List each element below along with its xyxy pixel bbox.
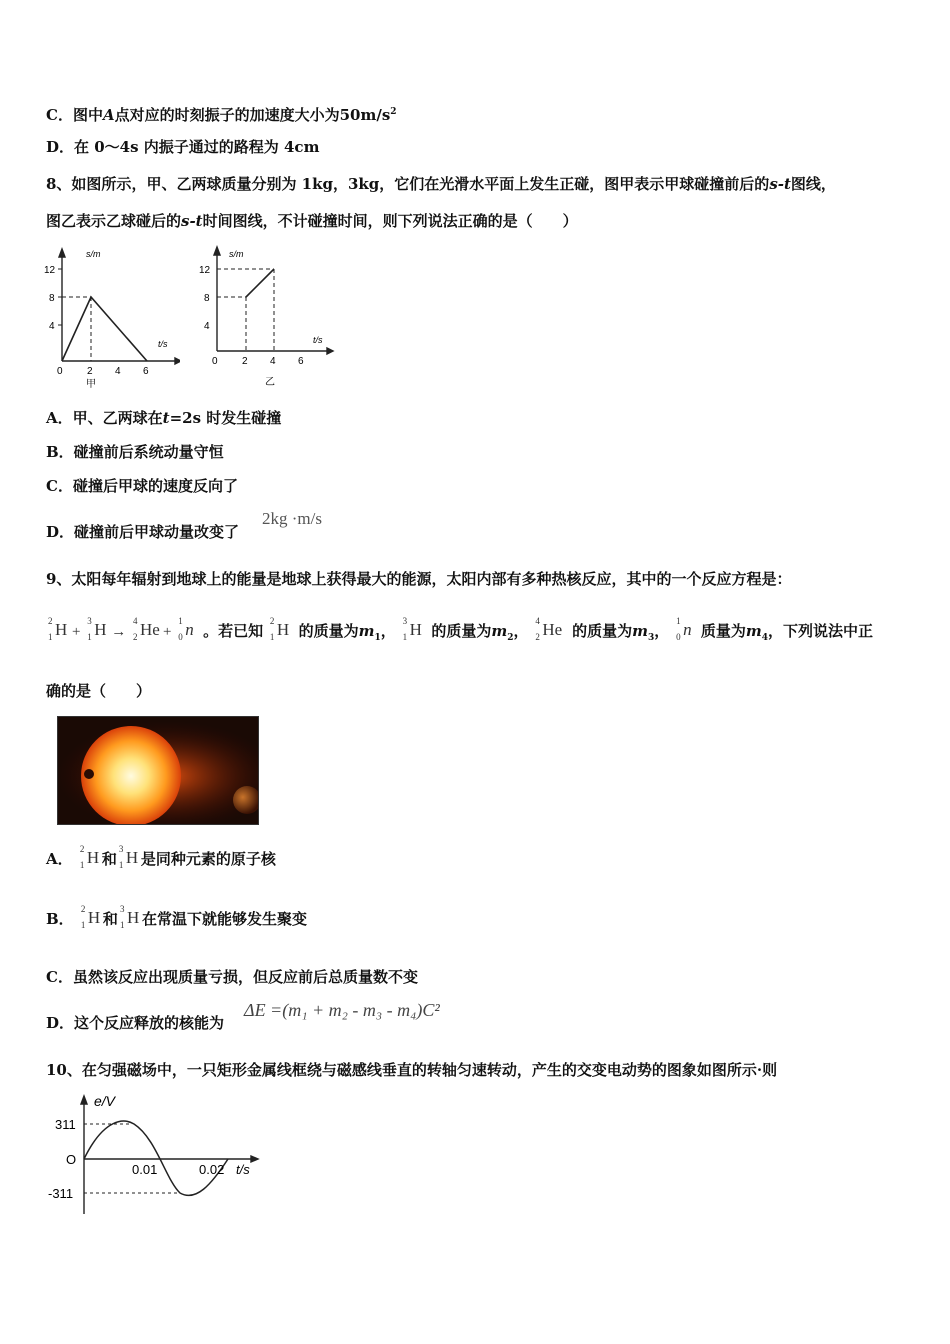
yi-st-line bbox=[246, 269, 274, 297]
jia-ytick-4: 4 bbox=[49, 321, 55, 332]
yi-xtick-4: 4 bbox=[270, 356, 276, 367]
q8-option-d: D．碰撞前后甲球动量改变了 bbox=[46, 523, 240, 541]
graph-yi bbox=[195, 245, 335, 390]
nuclide-h3: 3 1 H bbox=[87, 616, 107, 642]
nuclide-h3-b: 3 1 H bbox=[402, 616, 422, 642]
q9-option-a: A． 2 1 H 和 3 1 H 是同种元素的原子核 bbox=[46, 846, 276, 876]
yi-caption: 乙 bbox=[265, 377, 275, 388]
q8-option-b: B．碰撞前后系统动量守恒 bbox=[46, 443, 224, 461]
q9-option-c: C．虽然该反应出现质量亏损，但反应前后总质量数不变 bbox=[46, 968, 418, 986]
emf-xtick-002: 0.02 bbox=[199, 1162, 225, 1177]
emf-origin: O bbox=[66, 1152, 77, 1167]
q8-option-d-value: 2kg ·m/s bbox=[262, 509, 322, 528]
yi-xtick-0: 0 bbox=[212, 356, 218, 367]
emf-ylabel: e/V bbox=[94, 1093, 116, 1109]
nuclide-h3-b-opt: 3 1 H bbox=[119, 904, 140, 930]
nuclide-h3-a: 3 1 H bbox=[118, 844, 139, 870]
nuclide-h2-a: 2 1 H bbox=[79, 844, 100, 870]
jia-xtick-0: 0 bbox=[57, 366, 63, 377]
q9-equation-line: 2 1 H + 3 1 H → 4 2 He + 1 0 n 。若已知 2 1 H 的质量为$m_1$， 3 1 H 的质量为$m_2$， 4 2 He 的质量为$m_3$， 1 0 n 质量为$m_4$，下列说法中正 bbox=[46, 618, 873, 654]
q10-stem: 10、在匀强磁场中，一只矩形金属线框绕与磁感线垂直的转轴匀速转动，产生的交变电动势的图象如图所示·则 bbox=[46, 1061, 778, 1079]
yi-ytick-8: 8 bbox=[204, 293, 210, 304]
jia-ylabel: s/m bbox=[86, 249, 101, 259]
q9-stem-line1: 9、太阳每年辐射到地球上的能量是地球上获得最大的能源，太阳内部有多种热核反应，其中的一个反应方程是： bbox=[46, 570, 792, 588]
q8-option-c: C．碰撞后甲球的速度反向了 bbox=[46, 477, 238, 495]
sun-image bbox=[57, 716, 259, 825]
q9-option-d-formula: ΔE =(m₁ + m₂ - m₃ - m₄)C² bbox=[244, 1000, 440, 1020]
nuclide-he4-b: 4 2 He bbox=[535, 616, 563, 642]
nuclide-n1: 1 0 n bbox=[178, 616, 194, 642]
emf-xtick-001: 0.01 bbox=[132, 1162, 158, 1177]
graph-jia bbox=[40, 245, 180, 390]
jia-ytick-12: 12 bbox=[44, 265, 56, 276]
q7-option-d: D．在 0～4s 内振子通过的路程为 4cm bbox=[46, 138, 320, 156]
q9-option-b: B． 2 1 H 和 3 1 H 在常温下就能够发生聚变 bbox=[46, 906, 307, 936]
yi-xlabel: t/s bbox=[313, 335, 323, 345]
q9-option-d: D．这个反应释放的核能为 bbox=[46, 1014, 225, 1032]
jia-xlabel: t/s bbox=[158, 339, 168, 349]
yi-ytick-12: 12 bbox=[199, 265, 211, 276]
yi-xtick-2: 2 bbox=[242, 356, 248, 367]
jia-caption: 甲 bbox=[86, 379, 96, 390]
jia-st-line bbox=[62, 297, 147, 361]
nuclide-h2: 2 1 H bbox=[48, 616, 68, 642]
q8-stem-line2: 图乙表示乙球碰后的s-t时间图线，不计碰撞时间，则下列说法正确的是（ ） bbox=[46, 212, 578, 230]
sine-curve bbox=[84, 1121, 228, 1195]
emf-xlabel: t/s bbox=[236, 1162, 250, 1177]
emf-ymax: 311 bbox=[55, 1117, 76, 1132]
jia-xtick-6: 6 bbox=[143, 366, 149, 377]
emf-ymin: -311 bbox=[48, 1186, 74, 1201]
nuclide-n1-b: 1 0 n bbox=[676, 616, 692, 642]
jia-xtick-2: 2 bbox=[87, 366, 93, 377]
q9-stem-line3: 确的是（ ） bbox=[46, 682, 152, 700]
nuclide-h2-b-opt: 2 1 H bbox=[80, 904, 101, 930]
graph-emf bbox=[46, 1090, 271, 1220]
yi-xtick-6: 6 bbox=[298, 356, 304, 367]
jia-ytick-8: 8 bbox=[49, 293, 55, 304]
q8-option-a: A．甲、乙两球在t=2s 时发生碰撞 bbox=[46, 409, 282, 427]
q8-stem-line1: 8、如图所示，甲、乙两球质量分别为 1kg，3kg，它们在光滑水平面上发生正碰，图甲表示甲球碰撞前后的s-t图线， bbox=[46, 175, 836, 193]
yi-ytick-4: 4 bbox=[204, 321, 210, 332]
yi-ylabel: s/m bbox=[229, 249, 244, 259]
nuclide-h2-b: 2 1 H bbox=[269, 616, 290, 642]
jia-xtick-4: 4 bbox=[115, 366, 121, 377]
nuclide-he4: 4 2 He bbox=[133, 616, 160, 642]
q7-option-c: C．图中A点对应的时刻振子的加速度大小为$50m/s^2$ bbox=[46, 106, 397, 124]
